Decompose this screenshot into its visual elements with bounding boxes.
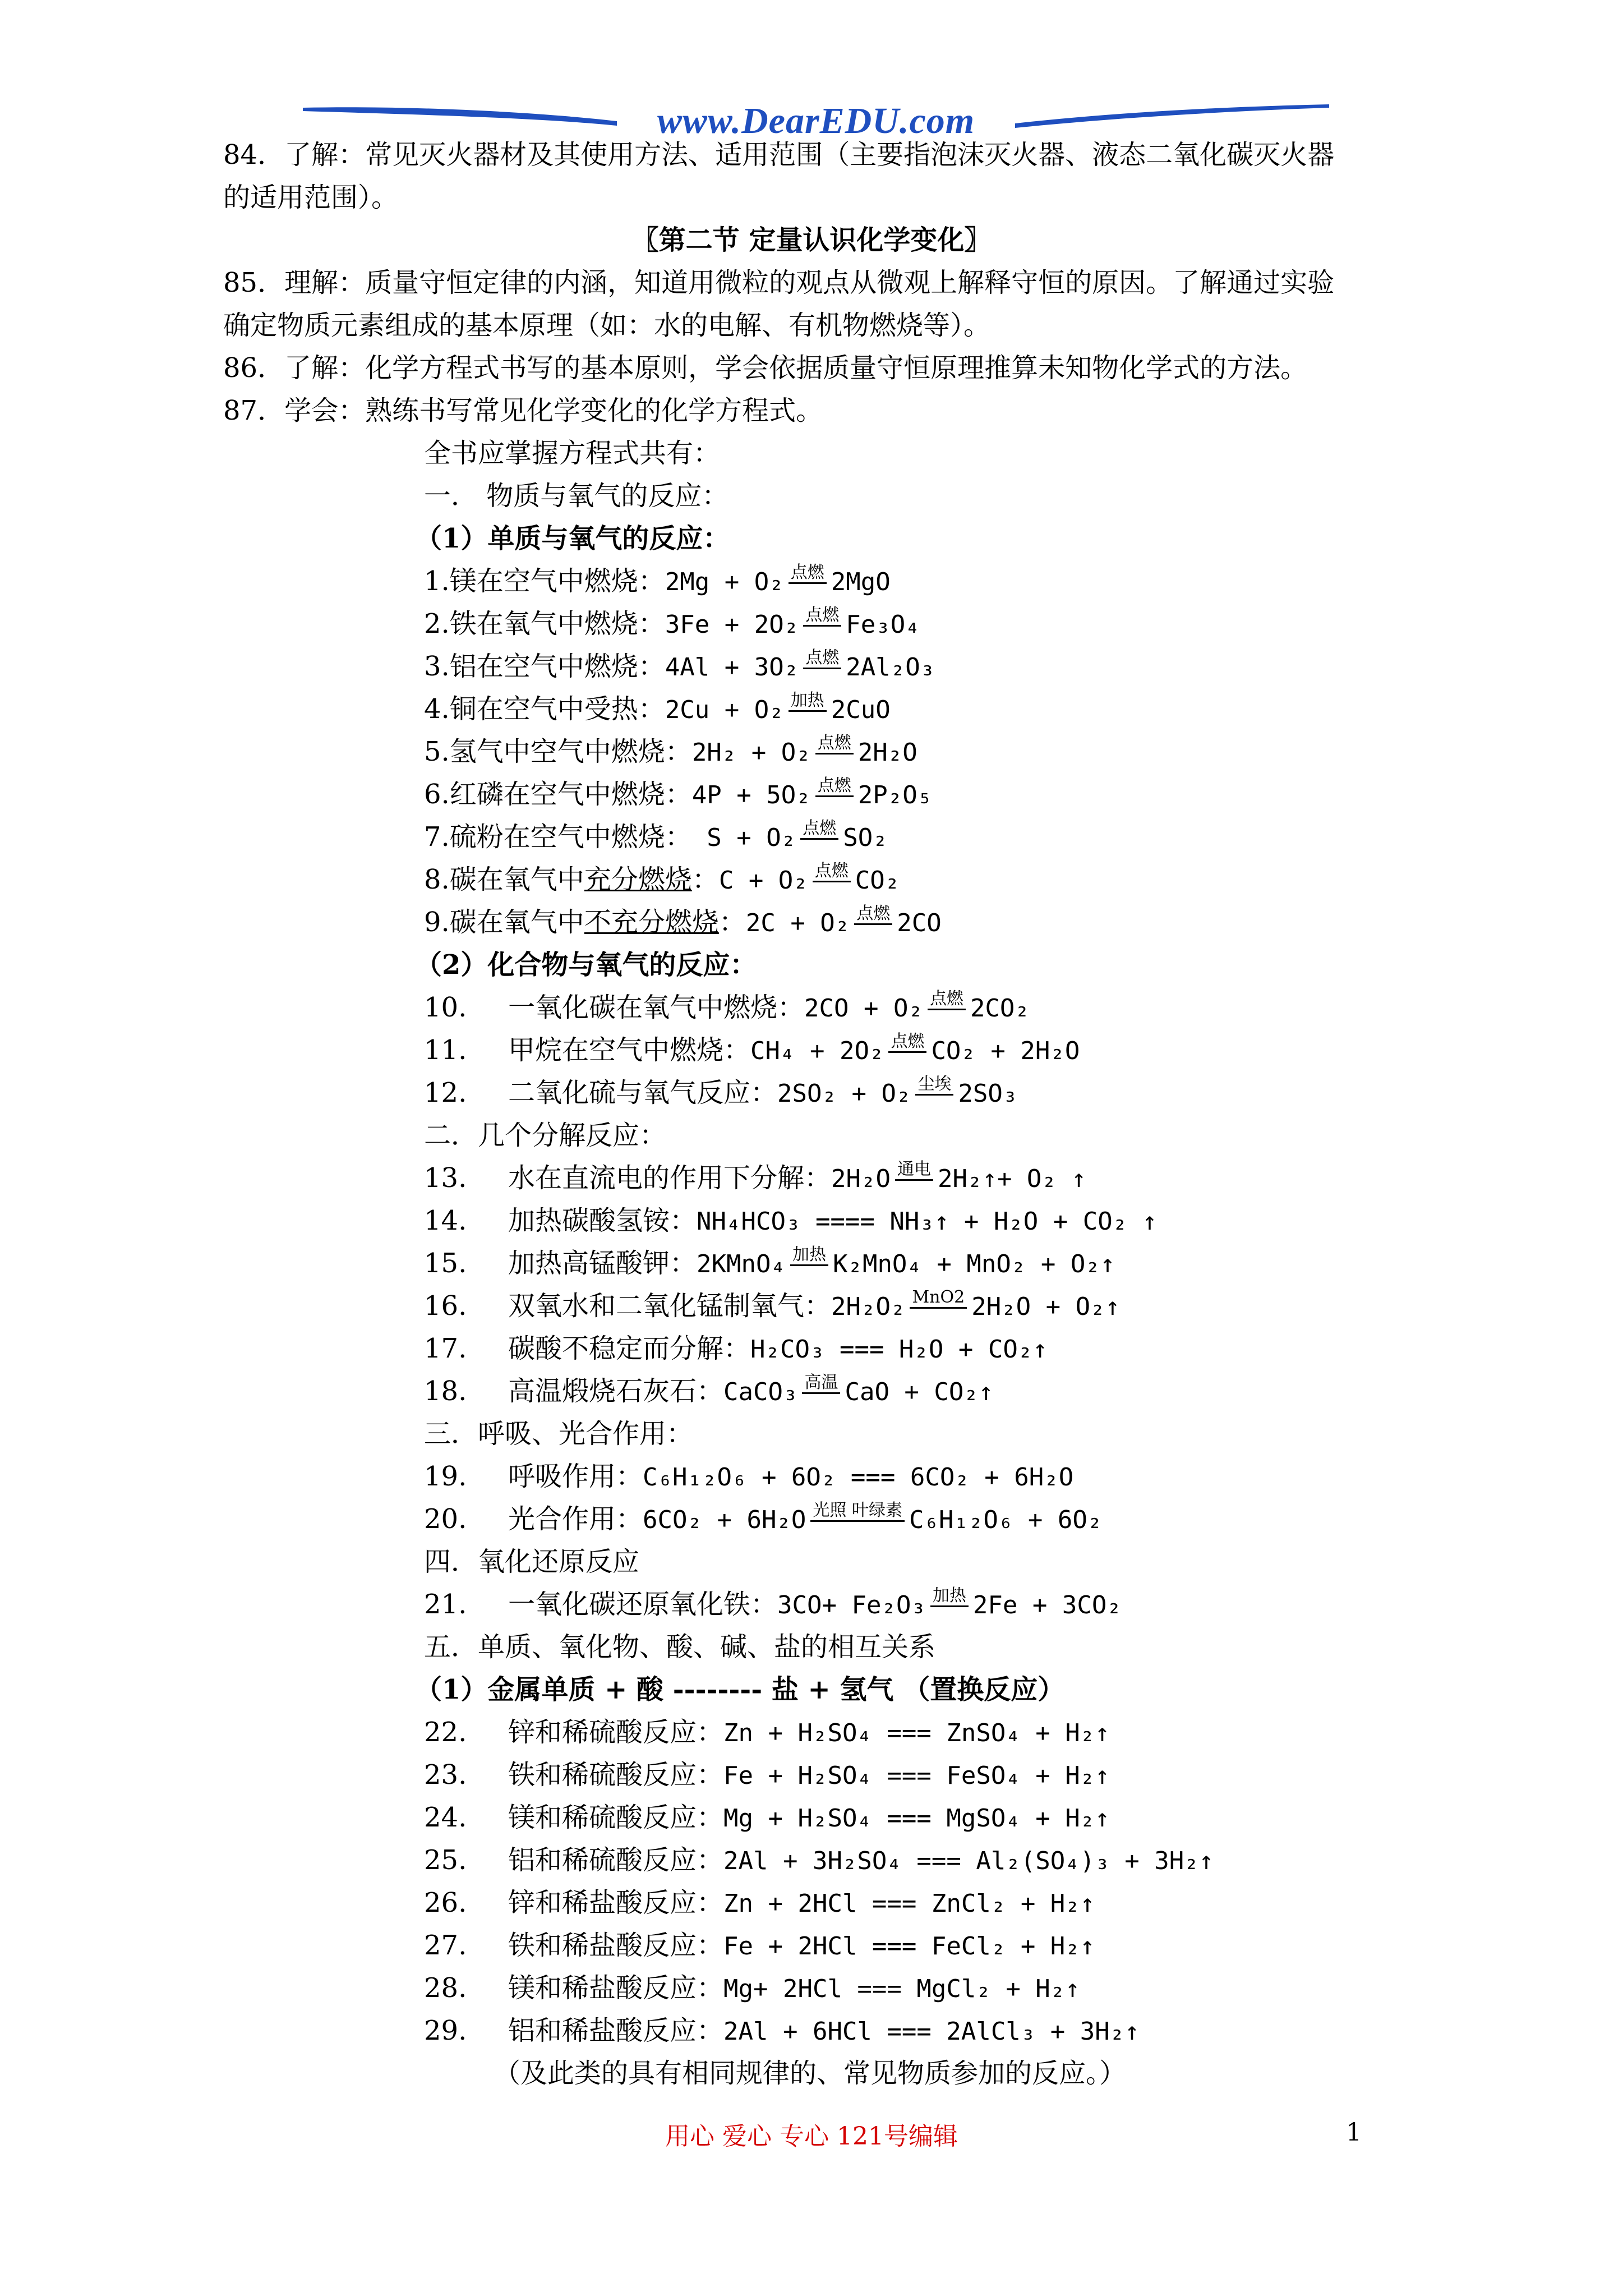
- reaction-number: 19.: [424, 1461, 467, 1492]
- reaction-left: 2SO₂ + O₂: [777, 1079, 911, 1108]
- reaction-equation: Fe + H₂SO₄ === FeSO₄ + H₂↑: [723, 1761, 1110, 1790]
- reaction-6: [424, 777, 932, 812]
- reaction-3: [424, 650, 935, 684]
- reaction-left: 2CO + O₂: [804, 994, 923, 1023]
- intro-text: 全书应掌握方程式共有：: [424, 438, 721, 469]
- reaction-right: C₆H₁₂O₆ + 6O₂: [909, 1506, 1103, 1534]
- reaction-label: 3.铝在空气中燃烧：: [424, 651, 665, 682]
- reaction-number: 13.: [424, 1162, 467, 1194]
- reaction-label: 光合作用：: [508, 1503, 643, 1535]
- reaction-right: 2SO₃: [958, 1079, 1018, 1108]
- reaction-label: 6.红磷在空气中燃烧：: [424, 779, 692, 810]
- reaction-26: [424, 1886, 1095, 1921]
- reaction-condition: 加热: [789, 692, 827, 712]
- reaction-label: 铝和稀硫酸反应：: [508, 1844, 724, 1876]
- reaction-22: [424, 1715, 1110, 1750]
- reaction-left: 2C + O₂: [745, 909, 850, 937]
- part1-sub1: （1）单质与氧气的反应：: [415, 523, 730, 554]
- reaction-left: 6CO₂ + 6H₂O: [643, 1506, 806, 1534]
- reaction-condition: 点燃: [815, 777, 854, 797]
- reaction-right: CO₂: [855, 866, 900, 895]
- reaction-number: 14.: [424, 1205, 467, 1236]
- reaction-16: [424, 1289, 1120, 1324]
- reaction-condition: 加热: [790, 1246, 828, 1266]
- reaction-19: [424, 1460, 1073, 1494]
- reaction-number: 10.: [424, 992, 467, 1023]
- reaction-number: 25.: [424, 1844, 467, 1876]
- reaction-label: 一氧化碳在氧气中燃烧：: [508, 992, 805, 1023]
- reaction-label: 呼吸作用：: [508, 1461, 643, 1492]
- item-86: 86．了解：化学方程式书写的基本原则，学会依据质量守恒原理推算未知物化学式的方法。: [223, 352, 1308, 384]
- reaction-25: [424, 1843, 1214, 1878]
- reaction-right: 2H₂O + O₂↑: [971, 1292, 1121, 1321]
- reaction-right: CaO + CO₂↑: [845, 1378, 994, 1406]
- reaction-14: [424, 1204, 1157, 1239]
- reaction-label: 4.铜在空气中受热：: [424, 693, 665, 725]
- reaction-label: ：: [691, 864, 719, 895]
- reaction-equation: Zn + H₂SO₄ === ZnSO₄ + H₂↑: [723, 1719, 1110, 1747]
- reaction-left: 3Fe + 2O₂: [665, 610, 799, 639]
- reaction-label: 9.碳在氧气中: [424, 907, 584, 938]
- reaction-equation: Mg + H₂SO₄ === MgSO₄ + H₂↑: [723, 1804, 1110, 1833]
- reaction-29: [424, 2014, 1140, 2049]
- reaction-13: [424, 1161, 1086, 1196]
- reaction-label: 碳酸不稳定而分解：: [508, 1333, 751, 1364]
- reaction-left: CH₄ + 2O₂: [750, 1037, 884, 1065]
- section-heading: 〖第二节 定量认识化学变化〗: [631, 224, 992, 256]
- part5-title: 五．单质、氧化物、酸、碱、盐的相互关系: [424, 1631, 936, 1663]
- footer-text: 用心 爱心 专心 121号编辑: [665, 2122, 958, 2151]
- page-number: 1: [1346, 2118, 1362, 2147]
- reaction-condition: 加热: [930, 1588, 969, 1607]
- reaction-equation: C₆H₁₂O₆ + 6O₂ === 6CO₂ + 6H₂O: [643, 1463, 1074, 1492]
- reaction-left: 2H₂O₂: [831, 1292, 906, 1321]
- reaction-left: S + O₂: [691, 823, 796, 852]
- reaction-24: [424, 1801, 1110, 1835]
- reaction-28: [424, 1971, 1080, 2006]
- reaction-21: [424, 1588, 1122, 1622]
- reaction-number: 12.: [424, 1077, 467, 1108]
- part5-sub1: （1）金属单质 + 酸 -------- 盐 + 氢气 （置换反应）: [415, 1674, 1065, 1705]
- reaction-label: 镁和稀硫酸反应：: [508, 1802, 724, 1833]
- reaction-condition: 点燃: [815, 735, 854, 754]
- reaction-condition: 点燃: [854, 905, 892, 925]
- reaction-condition: 高温: [802, 1374, 840, 1394]
- reaction-condition: MnO2: [910, 1289, 967, 1309]
- reaction-label: 5.氢气中空气中燃烧：: [424, 736, 692, 767]
- reaction-number: 29.: [424, 2015, 467, 2046]
- reaction-equation: Fe + 2HCl === FeCl₂ + H₂↑: [723, 1932, 1095, 1961]
- part1-title: 一． 物质与氧气的反应：: [424, 480, 729, 512]
- reaction-equation: 2Al + 3H₂SO₄ === Al₂(SO₄)₃ + 3H₂↑: [723, 1847, 1214, 1875]
- reaction-equation: 2Al + 6HCl === 2AlCl₃ + 3H₂↑: [723, 2017, 1140, 2046]
- reaction-equation: H₂CO₃ === H₂O + CO₂↑: [750, 1335, 1048, 1364]
- reaction-condition: 点燃: [800, 820, 838, 840]
- reaction-label: 锌和稀盐酸反应：: [508, 1887, 724, 1918]
- reaction-label: 1.镁在空气中燃烧：: [424, 565, 665, 597]
- reaction-condition: 尘埃: [915, 1076, 953, 1096]
- reaction-label: 镁和稀盐酸反应：: [508, 1972, 724, 2004]
- reaction-label: ：: [718, 907, 746, 938]
- reaction-label-underlined: 不充分燃烧: [584, 907, 719, 938]
- reaction-9: [424, 905, 942, 940]
- reaction-left: 2Mg + O₂: [665, 568, 784, 596]
- reaction-right: 2P₂O₅: [857, 781, 933, 809]
- reaction-condition: 点燃: [813, 863, 851, 882]
- reaction-5: [424, 735, 917, 770]
- reaction-number: 15.: [424, 1248, 467, 1279]
- reaction-right: 2CO: [897, 909, 942, 937]
- reaction-right: 2H₂O: [857, 738, 917, 767]
- reaction-condition: 点燃: [803, 607, 841, 627]
- item-85-line1: 85．理解：质量守恒定律的内涵，知道用微粒的观点从微观上解释守恒的原因。了解通过实验: [223, 267, 1335, 298]
- reaction-right: 2CO₂: [970, 994, 1030, 1023]
- reaction-left: 2H₂ + O₂: [691, 738, 811, 767]
- reaction-equation: Zn + 2HCl === ZnCl₂ + H₂↑: [723, 1889, 1095, 1918]
- reaction-right: 2Al₂O₃: [846, 653, 935, 682]
- reaction-number: 17.: [424, 1333, 467, 1364]
- reaction-2: [424, 607, 920, 642]
- reaction-right: 2H₂↑+ O₂ ↑: [937, 1165, 1086, 1193]
- reaction-equation: NH₄HCO₃ ==== NH₃↑ + H₂O + CO₂ ↑: [697, 1207, 1158, 1236]
- item-85-line2: 确定物质元素组成的基本原理（如：水的电解、有机物燃烧等）。: [223, 310, 991, 341]
- reaction-11: [424, 1033, 1080, 1068]
- reaction-label: 铁和稀盐酸反应：: [508, 1930, 724, 1961]
- reaction-1: [424, 564, 891, 599]
- part4-title: 四．氧化还原反应: [424, 1546, 640, 1577]
- part3-title: 三．呼吸、光合作用：: [424, 1418, 694, 1450]
- reaction-number: 23.: [424, 1759, 467, 1791]
- reaction-label: 加热碳酸氢铵：: [508, 1205, 697, 1236]
- reaction-number: 21.: [424, 1589, 467, 1620]
- reaction-4: [424, 692, 891, 727]
- reaction-8: [424, 863, 900, 898]
- reaction-left: 4P + 5O₂: [691, 781, 811, 809]
- reaction-right: 2CuO: [831, 696, 891, 724]
- reaction-number: 18.: [424, 1375, 467, 1407]
- reaction-number: 22.: [424, 1717, 467, 1748]
- reaction-left: C + O₂: [718, 866, 808, 895]
- reaction-left: CaCO₃: [723, 1378, 798, 1406]
- part1-sub2: （2）化合物与氧气的反应：: [415, 949, 757, 981]
- item-84-line1: 84．了解：常见灭火器材及其使用方法、适用范围（主要指泡沫灭火器、液态二氧化碳灭火器: [223, 139, 1335, 171]
- reaction-17: [424, 1332, 1048, 1366]
- reaction-label-underlined: 充分燃烧: [584, 864, 692, 895]
- reaction-15: [424, 1246, 1115, 1281]
- item-84-line2: 的适用范围）。: [223, 182, 399, 213]
- reaction-label: 铝和稀盐酸反应：: [508, 2015, 724, 2046]
- reaction-left: 4Al + 3O₂: [665, 653, 799, 682]
- reaction-label: 加热高锰酸钾：: [508, 1248, 697, 1279]
- reaction-number: 20.: [424, 1503, 467, 1535]
- reaction-right: Fe₃O₄: [846, 610, 920, 639]
- reaction-number: 16.: [424, 1290, 467, 1322]
- reaction-number: 24.: [424, 1802, 467, 1833]
- reaction-label: 水在直流电的作用下分解：: [508, 1162, 832, 1194]
- reaction-label: 高温煅烧石灰石：: [508, 1375, 724, 1407]
- reaction-20: [424, 1502, 1102, 1537]
- reaction-label: 二氧化硫与氧气反应：: [508, 1077, 778, 1108]
- closing-note: （及此类的具有相同规律的、常见物质参加的反应。）: [494, 2058, 1127, 2089]
- part2-title: 二．几个分解反应：: [424, 1120, 667, 1151]
- reaction-right: CO₂ + 2H₂O: [931, 1037, 1080, 1065]
- reaction-condition: 点燃: [888, 1033, 926, 1053]
- reaction-equation: Mg+ 2HCl === MgCl₂ + H₂↑: [723, 1975, 1080, 2003]
- reaction-label: 铁和稀硫酸反应：: [508, 1759, 724, 1791]
- reaction-right: SO₂: [843, 823, 888, 852]
- reaction-23: [424, 1758, 1110, 1793]
- reaction-18: [424, 1374, 993, 1409]
- reaction-number: 27.: [424, 1930, 467, 1961]
- reaction-number: 11.: [424, 1034, 467, 1066]
- reaction-10: [424, 991, 1030, 1025]
- reaction-label: 一氧化碳还原氧化铁：: [508, 1589, 778, 1620]
- reaction-left: 2Cu + O₂: [665, 696, 784, 724]
- item-87: 87．学会：熟练书写常见化学变化的化学方程式。: [223, 395, 823, 426]
- reaction-label: 2.铁在氧气中燃烧：: [424, 608, 665, 639]
- site-logo-text: www.DearEDU.com: [657, 100, 975, 141]
- reaction-right: K₂MnO₄ + MnO₂ + O₂↑: [832, 1250, 1115, 1278]
- reaction-left: 3CO+ Fe₂O₃: [777, 1591, 926, 1619]
- reaction-right: 2MgO: [831, 568, 891, 596]
- reaction-12: [424, 1076, 1017, 1111]
- reaction-label: 8.碳在氧气中: [424, 864, 584, 895]
- reaction-condition: 光照 叶绿素: [810, 1502, 905, 1522]
- reaction-label: 锌和稀硫酸反应：: [508, 1717, 724, 1748]
- reaction-condition: 点燃: [928, 991, 966, 1010]
- reaction-number: 26.: [424, 1887, 467, 1918]
- reaction-label: 甲烷在空气中燃烧：: [508, 1034, 751, 1066]
- reaction-condition: 通电: [895, 1161, 933, 1181]
- reaction-label: 双氧水和二氧化锰制氧气：: [508, 1290, 832, 1322]
- reaction-left: 2H₂O: [831, 1165, 891, 1193]
- reaction-label: 7.硫粉在空气中燃烧：: [424, 821, 692, 853]
- reaction-27: [424, 1929, 1095, 1963]
- reaction-7: [424, 820, 888, 855]
- reaction-condition: 点燃: [789, 564, 827, 584]
- reaction-left: 2KMnO₄: [697, 1250, 786, 1278]
- reaction-right: 2Fe + 3CO₂: [972, 1591, 1122, 1619]
- reaction-condition: 点燃: [803, 650, 841, 669]
- reaction-number: 28.: [424, 1972, 467, 2004]
